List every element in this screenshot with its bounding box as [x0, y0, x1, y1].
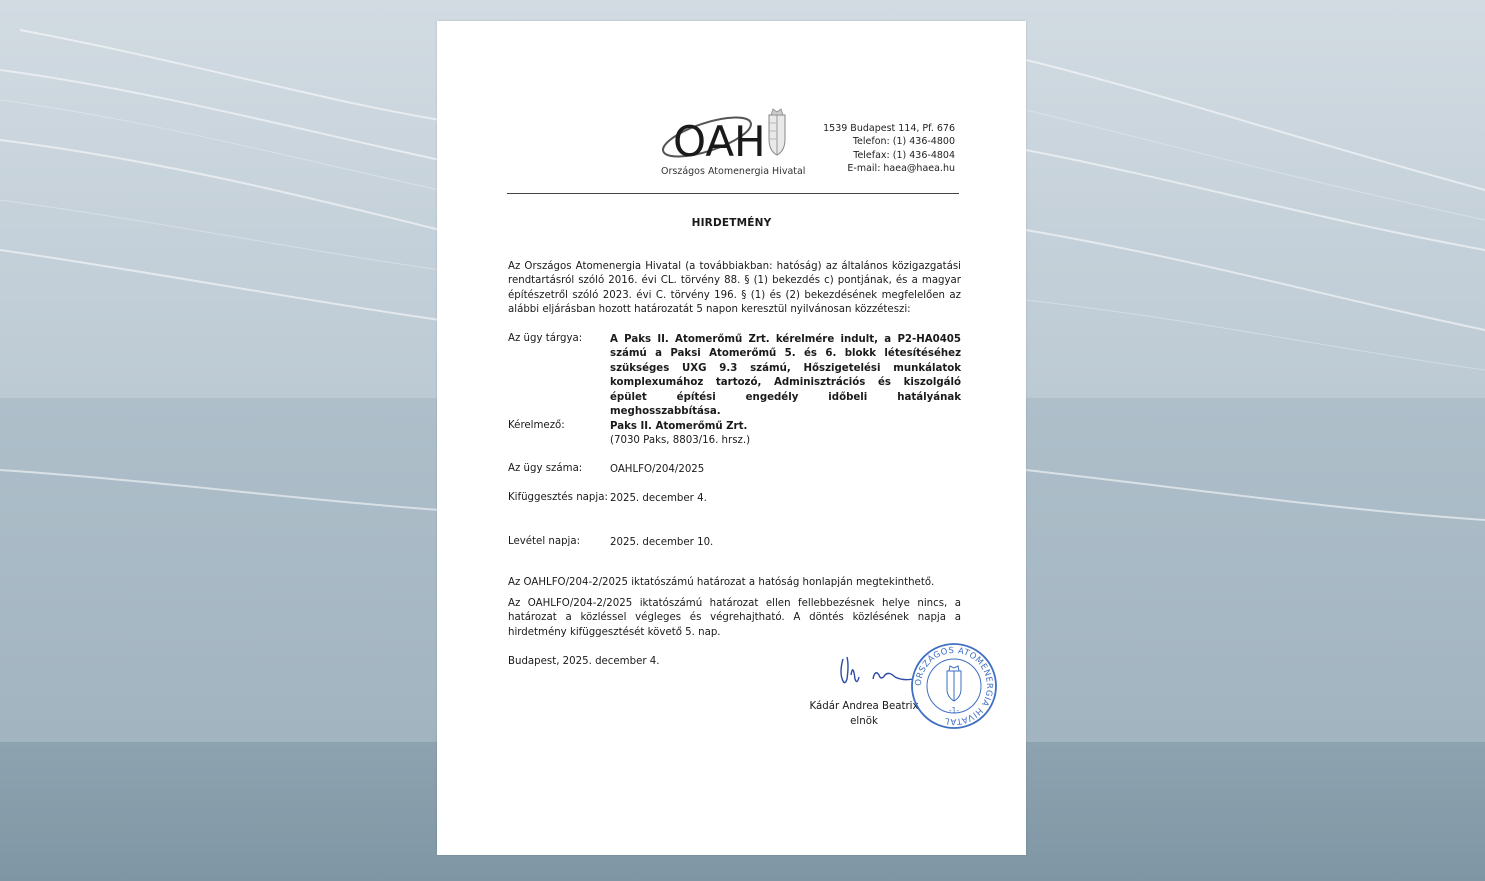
- case-number-value: OAHLFO/204/2025: [610, 464, 705, 475]
- subject-value: A Paks II. Atomerőmű Zrt. kérelmére indult, a P2-HA0405 számú a Paksi Atomerőmű 5. és 6. blokk létesítéséhez szükséges UXG 9.3 számú, Hőszigetelési munkálatok komplexumához tartozó, Adminisztrációs és kiszolgáló épület építési engedély időbeli hatályának meghosszabbítása.: [610, 334, 961, 418]
- signer-block: [809, 699, 919, 729]
- svg-text:-1-: -1-: [948, 706, 960, 715]
- phone: Telefon: (1) 436-4800: [852, 136, 955, 148]
- case-number-label: Az ügy száma:: [508, 463, 583, 474]
- official-stamp-icon: [909, 641, 999, 731]
- document-title: HIRDETMÉNY: [691, 217, 772, 229]
- contact-block: [823, 122, 955, 175]
- posting-date-value: 2025. december 4.: [610, 493, 707, 504]
- document-page: [437, 21, 1026, 855]
- note-website: Az OAHLFO/204-2/2025 iktatószámú határozat a hatóság honlapján megtekinthető.: [508, 577, 935, 588]
- header-divider: [507, 193, 959, 194]
- posting-date-label: Kifüggesztés napja:: [508, 492, 608, 503]
- signer-name: Kádár Andrea Beatrix: [809, 701, 919, 712]
- applicant-address: (7030 Paks, 8803/16. hrsz.): [610, 435, 751, 447]
- svg-text:ORSZÁGOS ATOMENERGIA HIVATAL: ORSZÁGOS ATOMENERGIA HIVATAL: [913, 645, 995, 727]
- oah-logo-icon: [659, 103, 799, 165]
- subject-label: Az ügy tárgya:: [508, 333, 583, 344]
- applicant-name: Paks II. Atomerőmű Zrt.: [610, 421, 748, 432]
- address: 1539 Budapest 114, Pf. 676: [823, 123, 955, 134]
- removal-date-value: 2025. december 10.: [610, 537, 714, 548]
- note-appeal: Az OAHLFO/204-2/2025 iktatószámú határozat ellen fellebbezésnek helye nincs, a határozat a közléssel végleges és végrehajtható. A döntés közlésének napja a hirdetmény kifüggesztését követő 5. nap.: [508, 598, 961, 638]
- agency-name: Országos Atomenergia Hivatal: [661, 166, 806, 177]
- signer-title: elnök: [850, 716, 878, 727]
- removal-date-label: Levétel napja:: [508, 536, 581, 547]
- applicant-label: Kérelmező:: [508, 420, 565, 431]
- applicant-block: [610, 420, 961, 449]
- email: E-mail: haea@haea.hu: [847, 162, 955, 174]
- fax: Telefax: (1) 436-4804: [853, 149, 955, 161]
- place-date: Budapest, 2025. december 4.: [508, 656, 660, 667]
- intro-paragraph: Az Országos Atomenergia Hivatal (a továbbiakban: hatóság) az általános közigazgatási rendtartásról szóló 2016. évi CL. törvény 88. § (1) bekezdés c) pontjának, és a magyar építészetről szóló 2023. évi C. törvény 196. § (1) és (2) bekezdésének megfelelően az alábbi eljárásban hozott határozatát 5 napon keresztül nyilvánosan közzéteszi:: [508, 261, 961, 316]
- svg-text:OAH: OAH: [673, 117, 766, 165]
